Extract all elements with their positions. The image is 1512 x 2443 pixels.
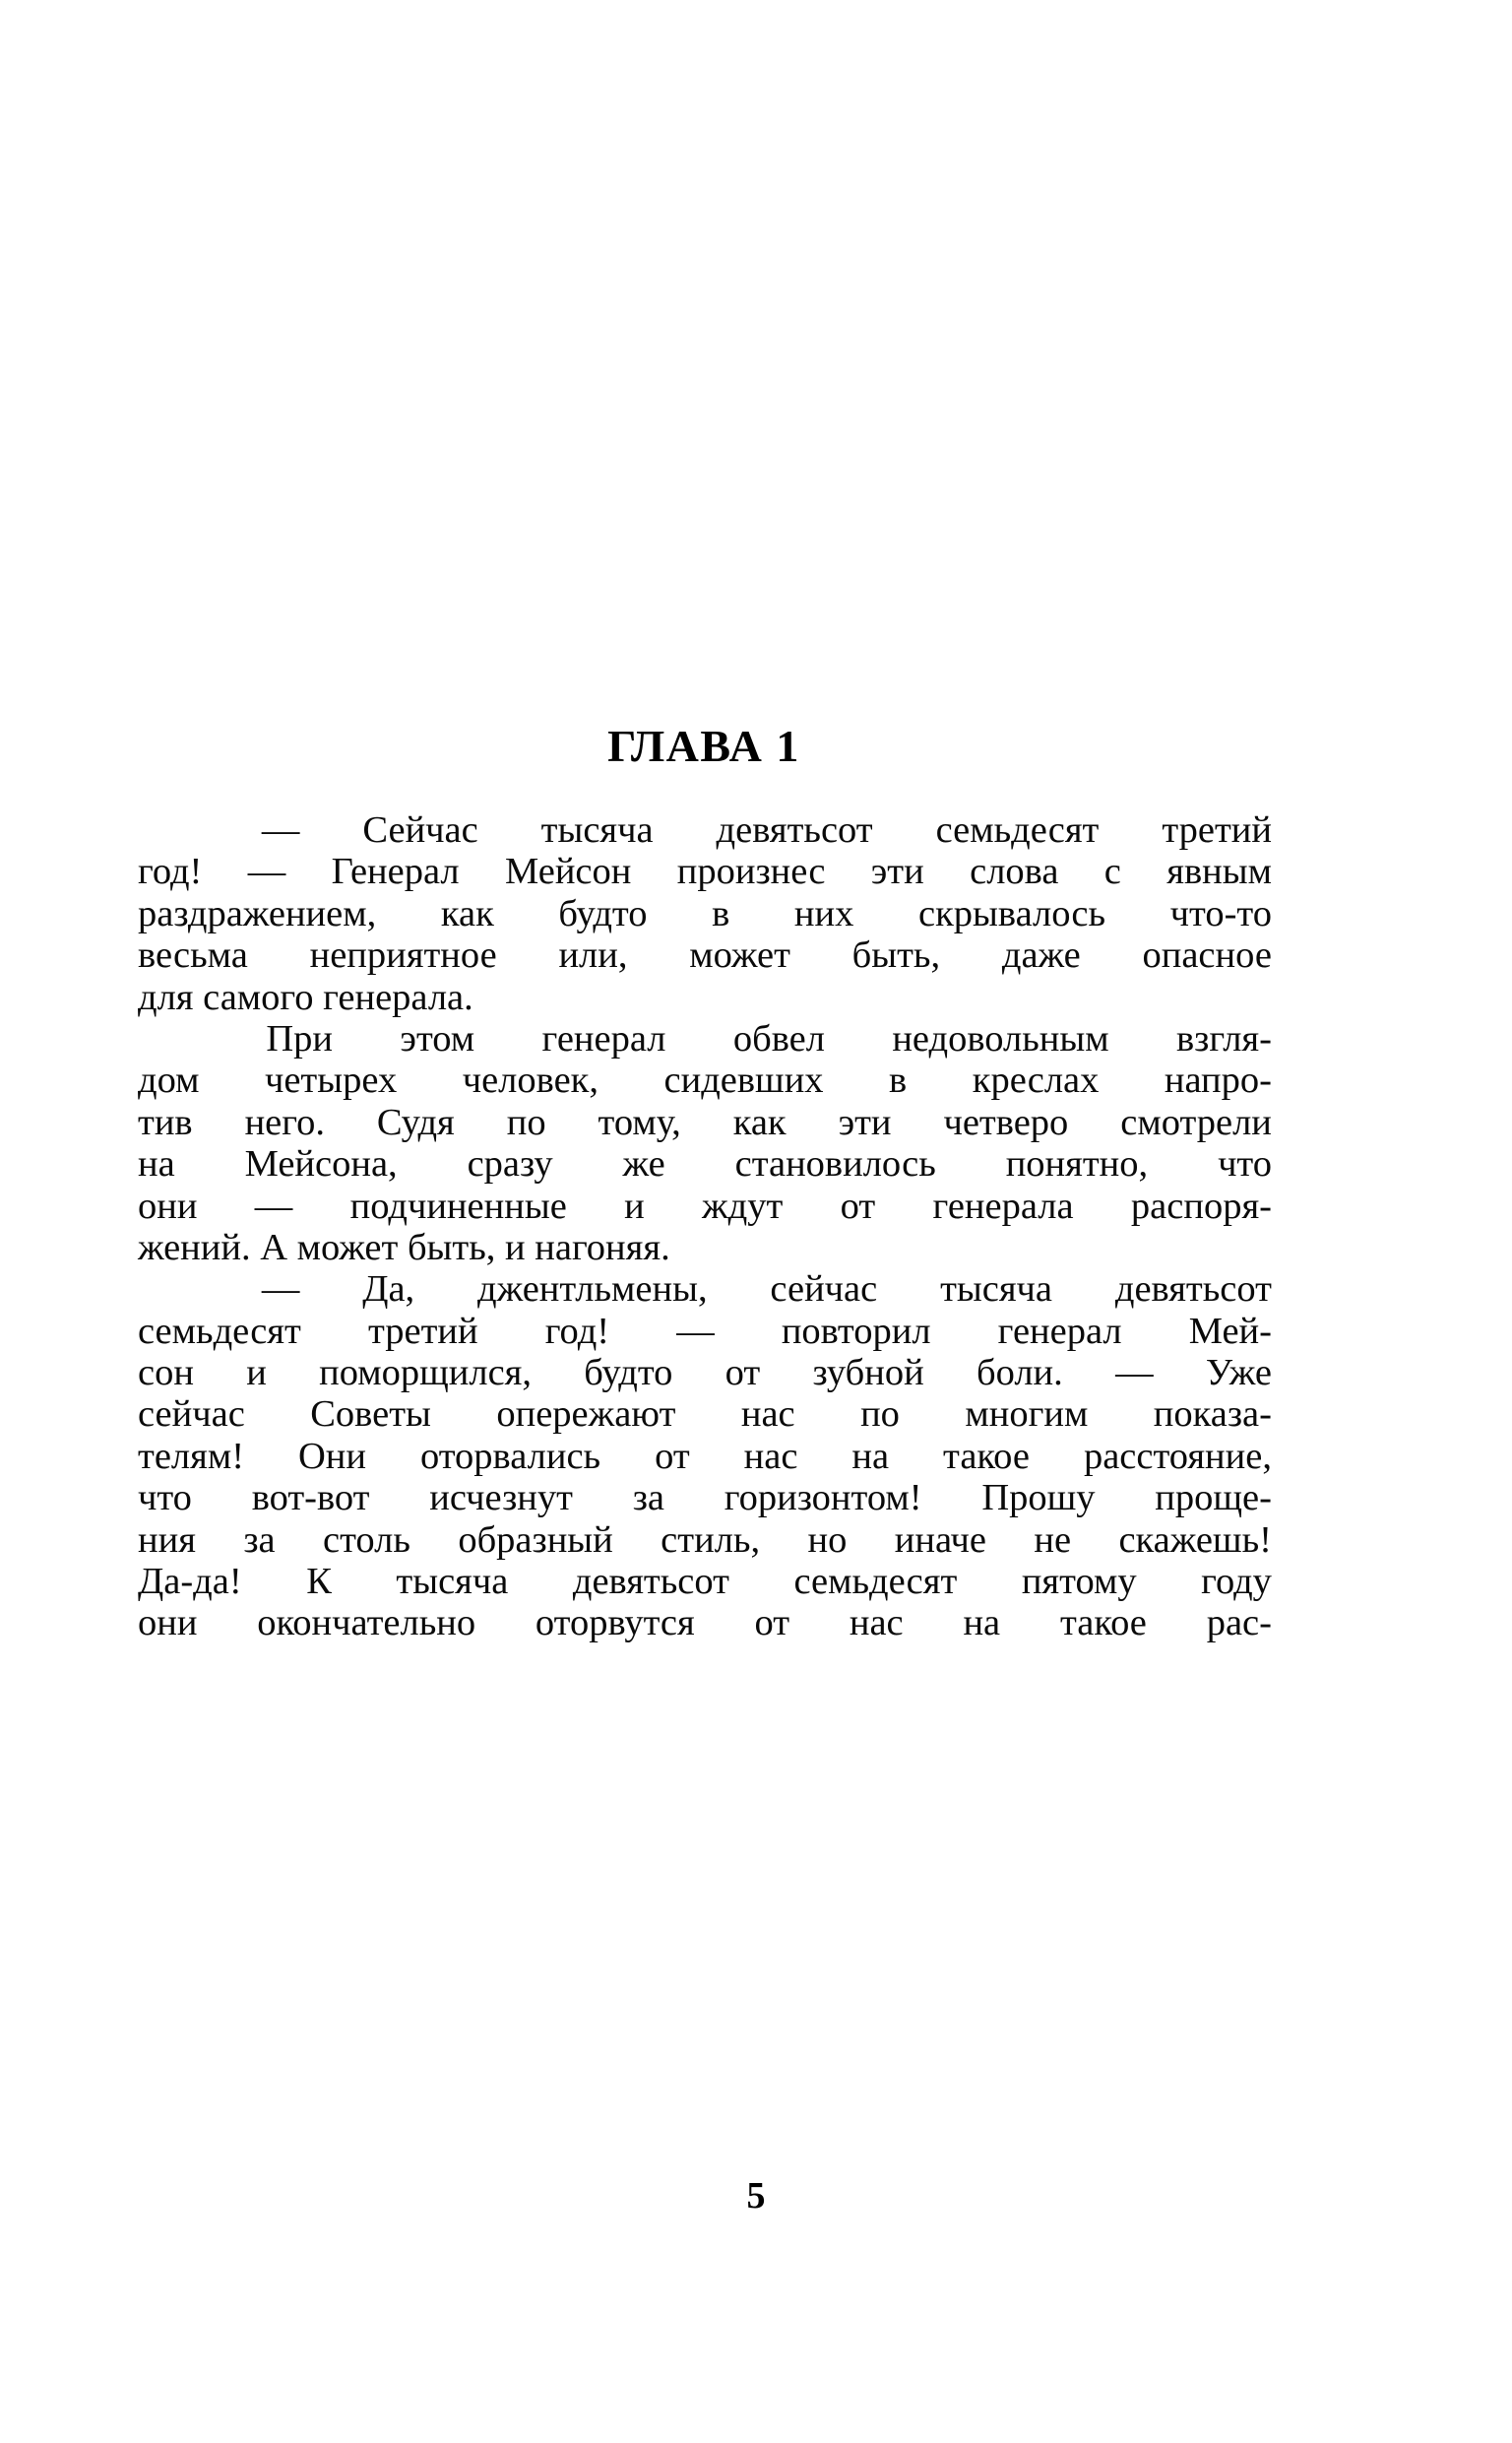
text-line: [138, 809, 1272, 851]
line-text: для самого генерала.: [138, 976, 473, 1018]
word: рас-: [1206, 1602, 1272, 1644]
word: Да-да!: [138, 1561, 242, 1603]
text-line: [138, 1186, 1272, 1227]
word: становилось: [734, 1143, 936, 1186]
word: быть,: [851, 934, 941, 977]
word: Генерал: [331, 851, 460, 893]
word: показа-: [1153, 1393, 1272, 1436]
word: тив: [138, 1101, 193, 1143]
page-top-margin: [0, 0, 1512, 689]
word: сон: [138, 1352, 194, 1394]
word: они: [138, 1185, 198, 1227]
word: подчиненные: [349, 1185, 567, 1227]
word: телям!: [138, 1435, 245, 1477]
word: девятьсот: [572, 1561, 729, 1603]
word: может: [689, 934, 790, 977]
word: сидевших: [663, 1060, 824, 1102]
text-line: [138, 1602, 1272, 1643]
word: опережают: [496, 1393, 676, 1436]
word: При: [266, 1017, 334, 1060]
word: —: [254, 1185, 293, 1227]
word: Мей-: [1188, 1310, 1272, 1352]
text-line: [138, 851, 1272, 892]
word: многим: [965, 1393, 1089, 1436]
word: Прошу: [981, 1477, 1096, 1519]
text-line: [138, 1311, 1272, 1352]
word: но: [807, 1518, 848, 1561]
line-text: жений. А может быть, и нагоняя.: [138, 1226, 670, 1268]
word: стиль,: [661, 1518, 761, 1561]
word: сразу: [467, 1143, 553, 1186]
word: них: [793, 892, 854, 934]
word: горизонтом!: [724, 1477, 922, 1519]
word: смотрели: [1120, 1101, 1272, 1143]
word: этом: [400, 1017, 475, 1060]
word: взгля-: [1176, 1017, 1272, 1060]
word: году: [1201, 1561, 1272, 1603]
word: тысяча: [540, 809, 654, 851]
word: креслах: [972, 1060, 1100, 1102]
text-line: [138, 1561, 1272, 1602]
word: даже: [1001, 934, 1081, 977]
word: вот-вот: [251, 1477, 370, 1519]
paragraph-indent: [138, 809, 199, 851]
word: год!: [138, 851, 203, 893]
paragraph-indent: [138, 1268, 199, 1310]
word: раздражением,: [138, 892, 377, 934]
word: Да,: [362, 1268, 415, 1311]
word: скрывалось: [917, 892, 1106, 934]
word: иначе: [894, 1518, 986, 1561]
word: тысяча: [940, 1268, 1053, 1311]
word: семьдесят: [138, 1310, 301, 1352]
word: как: [732, 1101, 787, 1143]
word: в: [712, 892, 730, 934]
word: нас: [849, 1602, 904, 1644]
text-line: [138, 1519, 1272, 1561]
word: обвел: [732, 1017, 825, 1060]
word: напро-: [1164, 1060, 1272, 1102]
text-line: [138, 1352, 1272, 1393]
word: пятому: [1021, 1561, 1137, 1603]
word: по: [860, 1393, 900, 1436]
word: исчезнут: [429, 1477, 573, 1519]
word: девятьсот: [1114, 1268, 1272, 1311]
word: повторил: [781, 1310, 931, 1352]
word: что: [1218, 1143, 1272, 1186]
text-line: [138, 977, 1272, 1018]
word: генерал: [997, 1310, 1122, 1352]
word: в: [889, 1060, 908, 1102]
word: тысяча: [396, 1561, 509, 1603]
word: за: [243, 1518, 276, 1561]
word: будто: [584, 1352, 673, 1394]
word: девятьсот: [716, 809, 873, 851]
word: понятно,: [1005, 1143, 1149, 1186]
text-line: [138, 1143, 1272, 1185]
word: генерал: [541, 1017, 666, 1060]
word: столь: [323, 1518, 410, 1561]
word: четверо: [943, 1101, 1069, 1143]
word: не: [1034, 1518, 1072, 1561]
chapter-heading: ГЛАВА 1: [607, 721, 800, 771]
word: —: [247, 851, 286, 893]
text-line: [138, 1268, 1272, 1310]
word: проще-: [1155, 1477, 1272, 1519]
word: на: [138, 1143, 175, 1186]
word: слова: [970, 851, 1059, 893]
word: генерала: [932, 1185, 1074, 1227]
word: человек,: [462, 1060, 598, 1102]
word: образный: [458, 1518, 613, 1561]
word: ния: [138, 1518, 196, 1561]
text-line: [138, 1436, 1272, 1477]
word: Мейсона,: [244, 1143, 398, 1186]
word: будто: [558, 892, 648, 934]
word: на: [851, 1435, 890, 1477]
page-number: 5: [746, 2175, 766, 2217]
word: от: [724, 1352, 761, 1394]
text-line: [138, 934, 1272, 976]
word: окончательно: [257, 1602, 476, 1644]
text-line: [138, 1102, 1272, 1143]
word: на: [963, 1602, 1001, 1644]
word: с: [1103, 851, 1121, 893]
word: неприятное: [309, 934, 497, 977]
text-line: [138, 1393, 1272, 1435]
word: Судя: [376, 1101, 455, 1143]
word: семьдесят: [935, 809, 1100, 851]
word: произнес: [676, 851, 826, 893]
word: нас: [740, 1393, 795, 1436]
body-text-block: [138, 809, 1272, 1644]
word: что: [138, 1477, 192, 1519]
word: зубной: [812, 1352, 924, 1394]
word: и: [246, 1352, 267, 1394]
word: —: [676, 1310, 715, 1352]
paragraph-indent: [138, 1018, 199, 1060]
word: поморщился,: [319, 1352, 532, 1394]
word: третий: [1162, 809, 1272, 851]
word: Советы: [310, 1393, 431, 1436]
word: Мейсон: [505, 851, 632, 893]
word: —: [261, 1268, 300, 1311]
word: по: [506, 1101, 546, 1143]
word: четырех: [264, 1060, 398, 1102]
word: что-то: [1169, 892, 1272, 934]
word: —: [1115, 1352, 1154, 1394]
word: опасное: [1142, 934, 1272, 977]
word: от: [754, 1602, 790, 1644]
word: распоря-: [1130, 1185, 1272, 1227]
word: весьма: [138, 934, 248, 977]
word: они: [138, 1602, 198, 1644]
word: такое: [1059, 1602, 1147, 1644]
word: нас: [743, 1435, 798, 1477]
word: расстояние,: [1083, 1435, 1272, 1477]
word: Они: [298, 1435, 367, 1477]
word: сейчас: [138, 1393, 245, 1436]
word: или,: [558, 934, 628, 977]
word: оторвутся: [535, 1602, 695, 1644]
word: боли.: [976, 1352, 1063, 1394]
word: Сейчас: [362, 809, 478, 851]
word: скажешь!: [1118, 1518, 1272, 1561]
word: год!: [544, 1310, 610, 1352]
word: недовольным: [892, 1017, 1109, 1060]
word: третий: [367, 1310, 478, 1352]
word: эти: [870, 851, 924, 893]
word: оторвались: [419, 1435, 601, 1477]
word: за: [632, 1477, 665, 1519]
word: эти: [838, 1101, 892, 1143]
text-line: [138, 893, 1272, 934]
text-line: [138, 1227, 1272, 1268]
word: такое: [943, 1435, 1030, 1477]
word: тому,: [598, 1101, 681, 1143]
text-line: [138, 1060, 1272, 1101]
word: дом: [138, 1060, 200, 1102]
text-line: [138, 1477, 1272, 1518]
word: явным: [1166, 851, 1272, 893]
word: ждут: [702, 1185, 784, 1227]
word: —: [261, 809, 300, 851]
word: и: [624, 1185, 645, 1227]
word: Уже: [1205, 1352, 1272, 1394]
word: от: [840, 1185, 876, 1227]
text-line: [138, 1018, 1272, 1060]
word: него.: [244, 1101, 325, 1143]
word: же: [622, 1143, 665, 1186]
word: сейчас: [770, 1268, 878, 1311]
word: семьдесят: [793, 1561, 958, 1603]
word: как: [440, 892, 494, 934]
word: от: [655, 1435, 690, 1477]
word: К: [306, 1561, 332, 1603]
word: джентльмены,: [477, 1268, 708, 1311]
